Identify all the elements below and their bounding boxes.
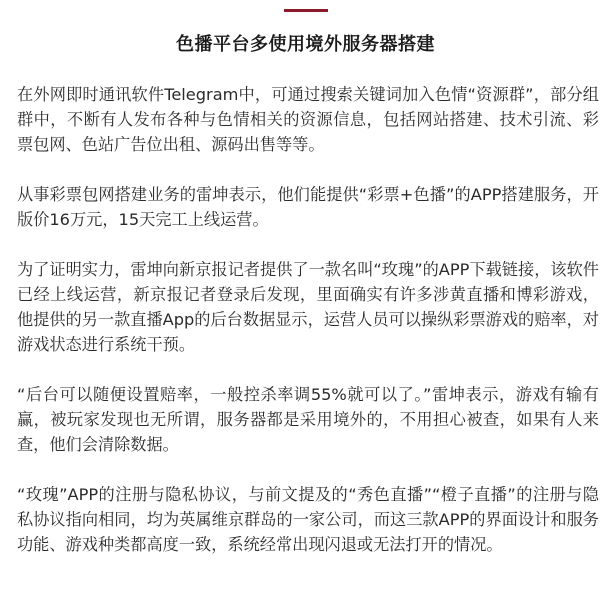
article-paragraph-1: 在外网即时通讯软件Telegram中，可通过搜索关键词加入色情“资源群”，部分组群中，不断有人发布各种与色情相关的资源信息，包括网站搭建、技术引流、彩票包网、色站广告位出租、源码出售等等。 <box>17 85 599 154</box>
article-body <box>17 82 599 582</box>
title-accent-bar <box>284 9 328 12</box>
article-title: 色播平台多使用境外服务器搭建 <box>176 34 435 55</box>
article-paragraph-3: 为了证明实力，雷坤向新京报记者提供了一款名叫“玫瑰”的APP下载链接，该软件已经上线运营，新京报记者登录后发现，里面确实有许多涉黄直播和博彩游戏，他提供的另一款直播App的后台数据显示，运营人员可以操纵彩票游戏的赔率，对游戏状态进行系统干预。 <box>17 260 599 354</box>
article-paragraph-2: 从事彩票包网搭建业务的雷坤表示，他们能提供“彩票+色播”的APP搭建服务，开版价16万元，15天完工上线运营。 <box>17 185 599 229</box>
article-paragraph-4: “后台可以随便设置赔率，一般控杀率调55%就可以了。”雷坤表示，游戏有输有赢，被玩家发现也无所谓，服务器都是采用境外的，不用担心被查，如果有人来查，他们会清除数据。 <box>17 385 599 454</box>
article-paragraph-5: “玫瑰”APP的注册与隐私协议，与前文提及的“秀色直播”“橙子直播”的注册与隐私协议指向相同，均为英属维京群岛的一家公司，而这三款APP的界面设计和服务功能、游戏种类都高度一致，系统经常出现闪退或无法打开的情况。 <box>17 485 599 554</box>
